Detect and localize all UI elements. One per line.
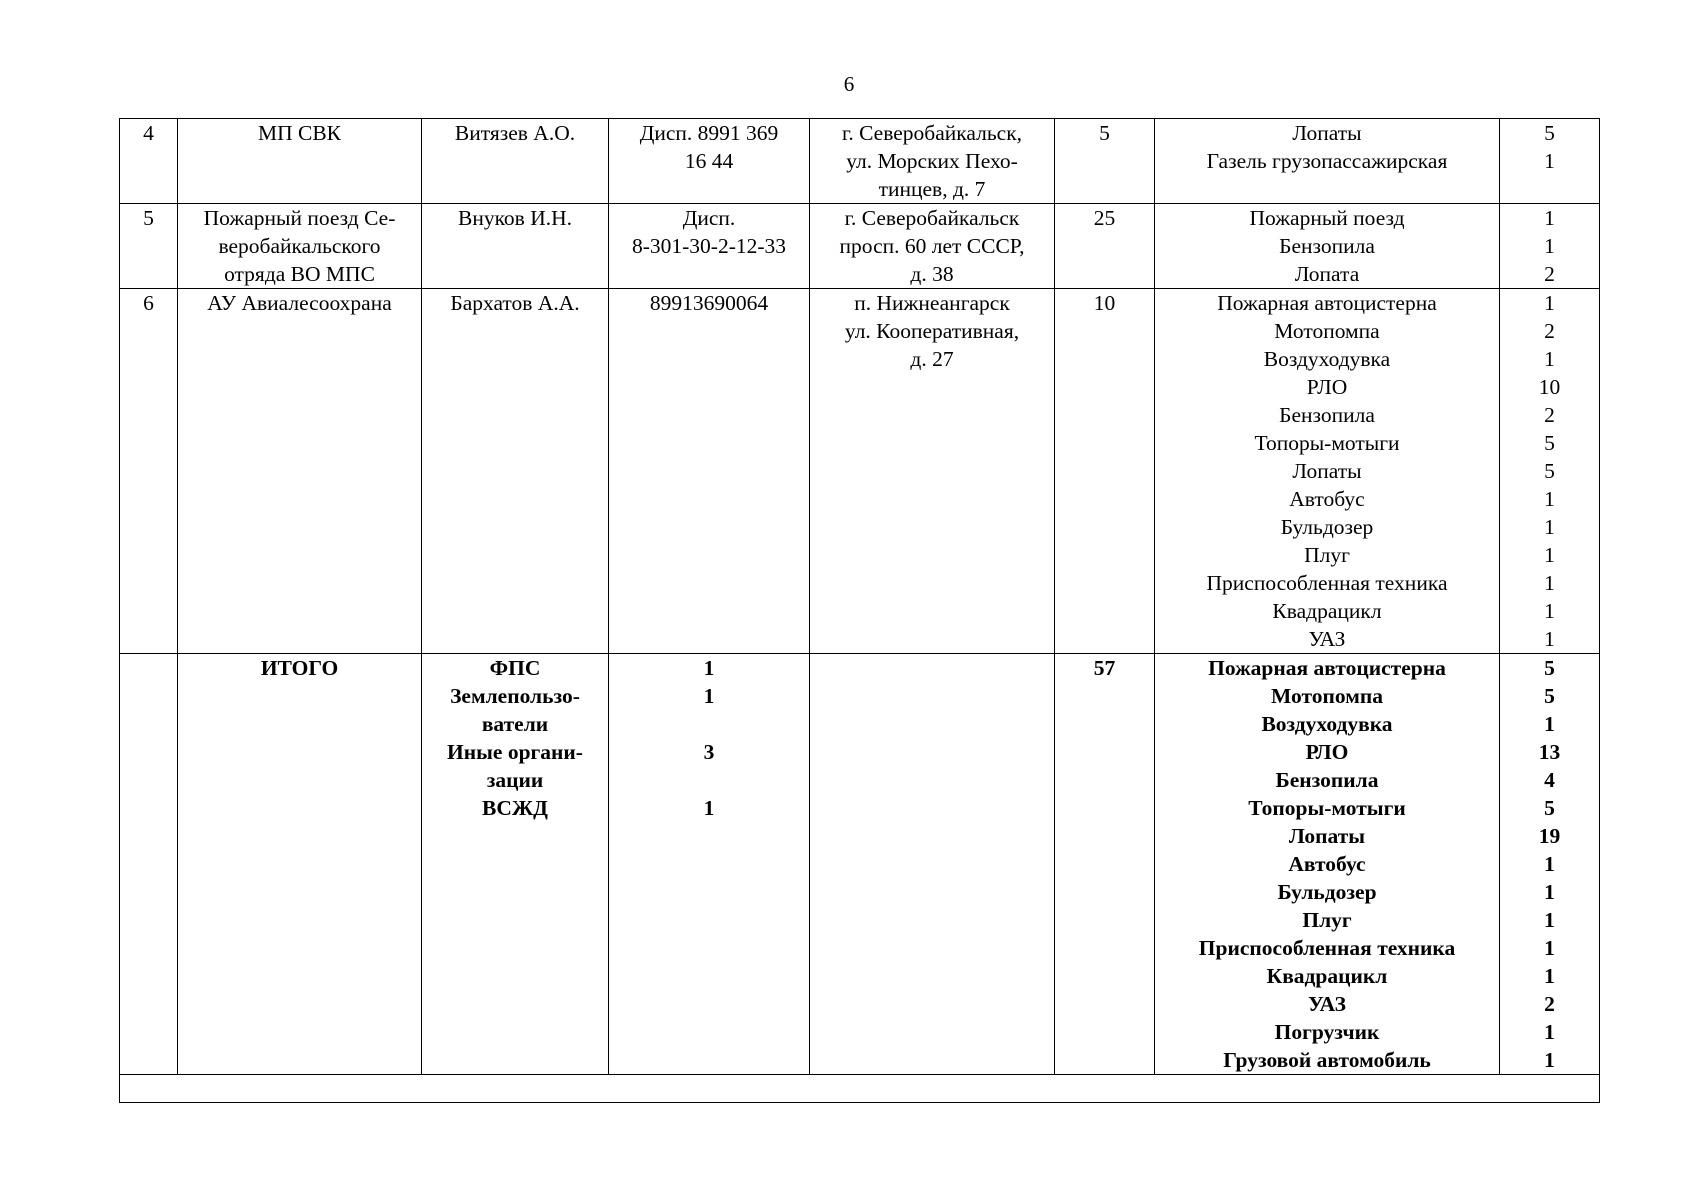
staff-count: 5 xyxy=(1055,119,1155,204)
equipment-counts xyxy=(1500,289,1600,654)
responsible-person xyxy=(422,289,609,654)
total-categories-line: зации xyxy=(486,768,544,792)
total-category-counts-line: 1 xyxy=(703,684,715,708)
phone xyxy=(609,119,810,204)
total-equipment-list-line: Пожарная автоцистерна xyxy=(1208,656,1446,680)
responsible-person xyxy=(422,119,609,204)
equipment-list xyxy=(1155,289,1500,654)
organization-line: АУ Авиалесоохрана xyxy=(207,291,392,315)
equipment-list-line: Пожарный поезд xyxy=(1249,206,1405,230)
total-categories xyxy=(422,654,609,1075)
address-line: г. Северобайкальск xyxy=(844,206,1020,230)
phone-line: 16 44 xyxy=(684,149,734,173)
table-row xyxy=(120,119,1600,204)
total-equipment-counts-line: 1 xyxy=(1544,964,1555,988)
total-categories-line: ФПС xyxy=(489,656,541,680)
equipment-list-line: Автобус xyxy=(1289,487,1365,511)
equipment-counts xyxy=(1500,119,1600,204)
equipment-list-line: Приспособленная техника xyxy=(1206,571,1448,595)
total-category-counts-line xyxy=(613,710,805,738)
row-number: 5 xyxy=(120,204,178,289)
responsible-person xyxy=(422,204,609,289)
address-line: п. Нижнеангарск xyxy=(854,291,1010,315)
total-equipment-list-line: Автобус xyxy=(1288,852,1366,876)
total-category-counts-line xyxy=(613,766,805,794)
equipment-list-line: Квадрацикл xyxy=(1272,599,1382,623)
responsible-person-line: Внуков И.Н. xyxy=(457,206,573,230)
total-equipment-counts xyxy=(1500,654,1600,1075)
total-categories-line: ватели xyxy=(481,712,549,736)
organization xyxy=(178,289,422,654)
total-equipment-counts-line: 2 xyxy=(1544,992,1555,1016)
total-equipment-counts-line: 1 xyxy=(1544,712,1555,736)
page-number: 6 xyxy=(843,72,855,96)
equipment-list-line: Мотопомпа xyxy=(1274,319,1380,343)
equipment-list-line: Лопаты xyxy=(1292,459,1362,483)
staff-count: 10 xyxy=(1055,289,1155,654)
address-line: просп. 60 лет СССР, xyxy=(839,234,1025,258)
equipment-list xyxy=(1155,119,1500,204)
equipment-counts-line: 1 xyxy=(1544,543,1555,567)
address-line: ул. Кооперативная, xyxy=(844,319,1020,343)
organization xyxy=(178,204,422,289)
total-categories-line: ВСЖД xyxy=(482,796,548,820)
address xyxy=(810,289,1055,654)
equipment-counts-line: 1 xyxy=(1544,515,1555,539)
equipment-counts-line: 1 xyxy=(1544,487,1555,511)
total-equipment-counts-line: 1 xyxy=(1544,936,1555,960)
total-equipment-counts-line: 5 xyxy=(1544,796,1555,820)
equipment-counts-line: 1 xyxy=(1544,571,1555,595)
total-category-counts xyxy=(609,654,810,1075)
equipment-counts-line: 1 xyxy=(1544,206,1555,230)
total-equipment-counts-line: 19 xyxy=(1538,824,1561,848)
total-category-counts-line: 3 xyxy=(703,740,715,764)
table-row xyxy=(120,204,1600,289)
equipment-counts xyxy=(1500,204,1600,289)
total-label: ИТОГО xyxy=(178,654,422,1075)
phone-line: 89913690064 xyxy=(649,291,769,315)
phone xyxy=(609,289,810,654)
equipment-counts-line: 1 xyxy=(1544,599,1555,623)
empty-row xyxy=(120,1075,1600,1103)
total-equipment-counts-line: 1 xyxy=(1544,908,1555,932)
equipment-list-line: Лопата xyxy=(1294,262,1360,286)
total-staff: 57 xyxy=(1055,654,1155,1075)
total-equipment-list-line: РЛО xyxy=(1305,740,1349,764)
equipment-list-line: Бензопила xyxy=(1279,234,1375,258)
total-equipment-counts-line: 1 xyxy=(1544,852,1555,876)
equipment-counts-line: 5 xyxy=(1544,121,1555,145)
address-line: д. 38 xyxy=(910,262,954,286)
phone-line: Дисп. 8991 369 xyxy=(639,121,779,145)
total-category-counts-line: 1 xyxy=(703,796,715,820)
equipment-list-line: Воздуходувка xyxy=(1263,347,1391,371)
equipment-counts-line: 10 xyxy=(1538,375,1561,399)
address-line: тинцев, д. 7 xyxy=(878,177,986,201)
phone-line: 8-301-30-2-12-33 xyxy=(631,234,787,258)
total-categories-line: Иные органи- xyxy=(447,740,583,764)
responsible-person-line: Витязев А.О. xyxy=(454,121,576,145)
total-row xyxy=(120,654,1600,1075)
resources-table xyxy=(119,118,1600,1103)
total-equipment-list-line: Мотопомпа xyxy=(1270,684,1383,708)
equipment-list-line: РЛО xyxy=(1306,375,1348,399)
total-equipment-counts-line: 1 xyxy=(1544,1048,1555,1072)
total-equipment-list-line: Воздуходувка xyxy=(1261,712,1393,736)
equipment-counts-line: 2 xyxy=(1544,403,1555,427)
equipment-list-line: Бензопила xyxy=(1279,403,1375,427)
total-equipment-counts-line: 13 xyxy=(1538,740,1561,764)
equipment-counts-line: 1 xyxy=(1544,291,1555,315)
total-equipment-counts-line: 4 xyxy=(1544,768,1555,792)
equipment-list-line: Лопаты xyxy=(1292,121,1362,145)
table-body xyxy=(120,119,1600,1103)
total-equipment-list-line: Приспособленная техника xyxy=(1198,936,1456,960)
equipment-counts-line: 5 xyxy=(1544,459,1555,483)
organization-line: отряда ВО МПС xyxy=(224,262,375,286)
equipment-counts-line: 1 xyxy=(1544,149,1555,173)
empty-cell xyxy=(120,1075,1600,1103)
total-equipment-list-line: Квадрацикл xyxy=(1266,964,1388,988)
total-equipment-list-line: Погрузчик xyxy=(1274,1020,1380,1044)
responsible-person-line: Бархатов А.А. xyxy=(450,291,580,315)
equipment-list-line: Бульдозер xyxy=(1280,515,1374,539)
total-equipment-list-line: Топоры-мотыги xyxy=(1248,796,1406,820)
address-line: г. Северобайкальск, xyxy=(841,121,1023,145)
staff-count: 25 xyxy=(1055,204,1155,289)
equipment-counts-line: 1 xyxy=(1544,347,1555,371)
row-number: 6 xyxy=(120,289,178,654)
phone xyxy=(609,204,810,289)
equipment-list-line: Плуг xyxy=(1304,543,1350,567)
address xyxy=(810,119,1055,204)
equipment-list xyxy=(1155,204,1500,289)
phone-line: Дисп. xyxy=(682,206,736,230)
total-equipment-list xyxy=(1155,654,1500,1075)
row-number: 4 xyxy=(120,119,178,204)
equipment-counts-line: 1 xyxy=(1544,234,1555,258)
equipment-list-line: УАЗ xyxy=(1308,627,1346,651)
total-equipment-counts-line: 1 xyxy=(1544,1020,1555,1044)
equipment-counts-line: 2 xyxy=(1544,319,1555,343)
total-equipment-list-line: Грузовой автомобиль xyxy=(1223,1048,1431,1072)
total-categories-line: Землепользо- xyxy=(450,684,580,708)
organization-line: веробайкальского xyxy=(218,234,381,258)
total-equipment-counts-line: 5 xyxy=(1544,656,1555,680)
total-equipment-list-line: Бульдозер xyxy=(1277,880,1377,904)
equipment-list-line: Пожарная автоцистерна xyxy=(1217,291,1437,315)
address xyxy=(810,204,1055,289)
total-equipment-list-line: Бензопила xyxy=(1275,768,1379,792)
equipment-counts-line: 2 xyxy=(1544,262,1555,286)
equipment-list-line: Топоры-мотыги xyxy=(1254,431,1400,455)
organization xyxy=(178,119,422,204)
table-row xyxy=(120,289,1600,654)
equipment-list-line: Газель грузопассажирская xyxy=(1206,149,1448,173)
equipment-counts-line: 1 xyxy=(1544,627,1555,651)
organization-line: Пожарный поезд Се- xyxy=(203,206,396,230)
address-line: ул. Морских Пехо- xyxy=(846,149,1018,173)
address-line: д. 27 xyxy=(910,347,954,371)
total-equipment-list-line: Лопаты xyxy=(1288,824,1366,848)
total-address xyxy=(810,654,1055,1075)
total-equipment-list-line: Плуг xyxy=(1302,908,1352,932)
organization-line: МП СВК xyxy=(257,121,342,145)
total-equipment-counts-line: 1 xyxy=(1544,880,1555,904)
total-category-counts-line: 1 xyxy=(703,656,715,680)
total-equipment-counts-line: 5 xyxy=(1544,684,1555,708)
equipment-counts-line: 5 xyxy=(1544,431,1555,455)
total-number xyxy=(120,654,178,1075)
total-equipment-list-line: УАЗ xyxy=(1307,992,1346,1016)
